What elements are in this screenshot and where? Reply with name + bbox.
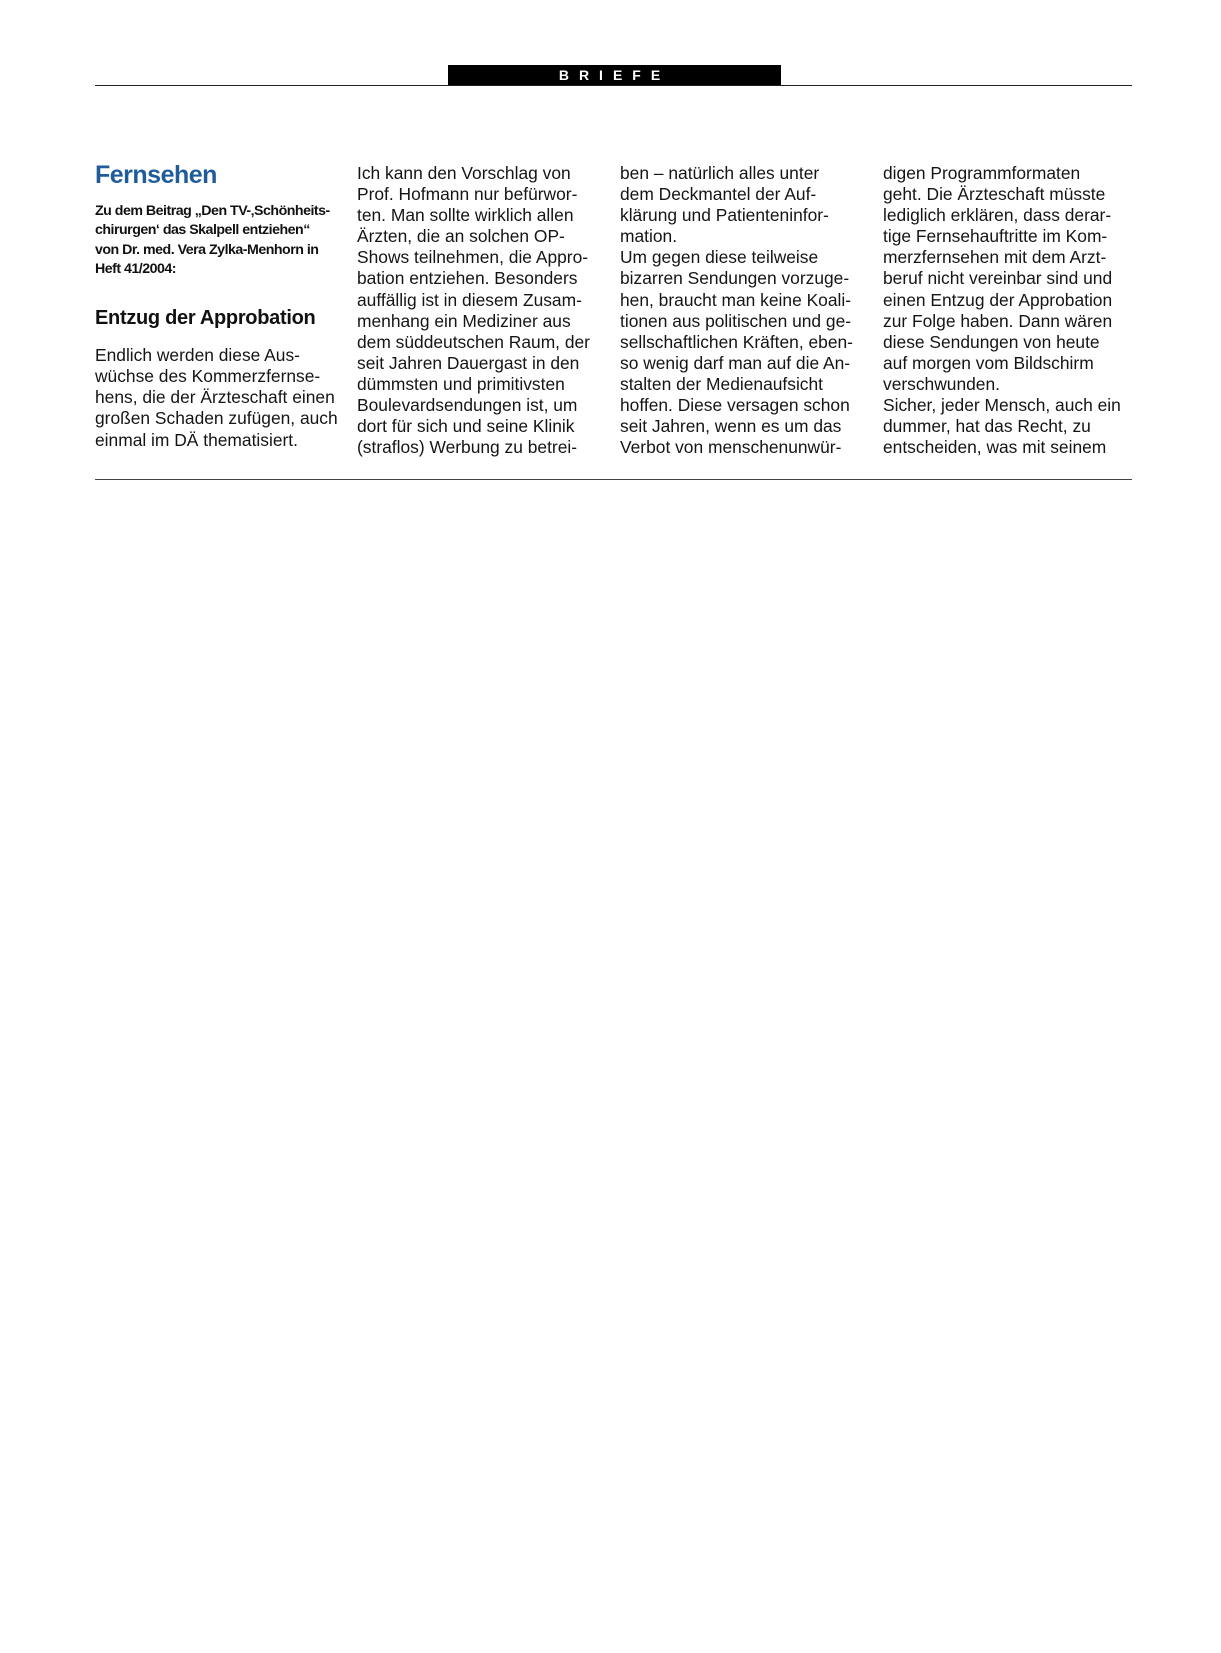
column-1 [95,160,347,451]
text-line: Boulevardsendungen ist, um [357,395,578,416]
text-line: sellschaftlichen Kräften, eben- [620,331,853,352]
header-rule [95,85,1132,86]
footer-rule [95,479,1132,480]
text-line: ten. Man sollte wirklich allen [357,205,574,226]
text-line: dem süddeutschen Raum, der [357,331,590,352]
text-line: entscheiden, was mit seinem [883,437,1107,458]
intro-line: Heft 41/2004: [95,260,177,277]
text-line: auffällig ist in diesem Zusam- [357,289,582,310]
text-line: hens, die der Ärzteschaft einen [95,387,335,408]
text-line: bation entziehen. Besonders [357,268,578,289]
text-line: tionen aus politischen und ge- [620,310,852,331]
text-line: Prof. Hofmann nur befürwor- [357,184,578,205]
text-line: Endlich werden diese Aus- [95,345,300,366]
letter-title: Entzug der Approbation [95,307,316,330]
text-line: bizarren Sendungen vorzuge- [620,268,850,289]
column-2 [357,163,609,458]
intro-line: Zu dem Beitrag „Den TV-‚Schönheits- [95,203,330,219]
text-line: einmal im DÄ thematisiert. [95,429,298,450]
text-line: merzfernsehen mit dem Arzt- [883,247,1107,268]
section-label: BRIEFE [448,65,781,85]
text-line: geht. Die Ärzteschaft müsste [883,184,1106,205]
text-line: hen, braucht man keine Koali- [620,289,852,310]
topic-title: Fernsehen [95,161,217,189]
text-line: diese Sendungen von heute [883,331,1100,352]
text-line: tige Fernsehauftritte im Kom- [883,226,1108,247]
text-line: wüchse des Kommerzfernse- [95,366,321,387]
text-line: dümmsten und primitivsten [357,373,565,394]
text-line: stalten der Medienaufsicht [620,373,824,394]
text-line: einen Entzug der Approbation [883,289,1113,310]
text-line: menhang ein Mediziner aus [357,310,571,331]
text-line: Um gegen diese teilweise [620,247,819,268]
text-line: mation. [620,226,678,247]
intro-line: chirurgen‘ das Skalpell entziehen“ [95,222,310,239]
text-line: Shows teilnehmen, die Appro- [357,247,589,268]
intro-line: von Dr. med. Vera Zylka-Menhorn in [95,241,319,258]
text-line: verschwunden. [883,373,1000,394]
text-line: klärung und Patienteninfor- [620,205,829,226]
text-line: Ärzten, die an solchen OP- [357,226,565,247]
text-line: auf morgen vom Bildschirm [883,352,1094,373]
text-line: (straflos) Werbung zu betrei- [357,437,578,458]
text-line: beruf nicht vereinbar sind und [883,268,1113,289]
intro-reference [95,202,347,279]
text-line: digen Programmformaten [883,163,1081,183]
text-line: zur Folge haben. Dann wären [883,310,1113,331]
column-4 [883,163,1135,458]
text-line: seit Jahren, wenn es um das [620,416,842,437]
text-line: Sicher, jeder Mensch, auch ein [883,395,1121,416]
text-line: großen Schaden zufügen, auch [95,408,338,429]
text-line: Verbot von menschenunwür- [620,437,842,458]
column-3 [620,163,872,458]
body-text [95,345,347,450]
text-line: ben – natürlich alles unter [620,163,820,183]
text-line: dummer, hat das Recht, zu [883,416,1091,437]
text-line: so wenig darf man auf die An- [620,352,851,373]
text-line: dort für sich und seine Klinik [357,416,575,437]
text-line: hoffen. Diese versagen schon [620,395,850,416]
text-line: dem Deckmantel der Auf- [620,184,817,205]
text-line: Ich kann den Vorschlag von [357,163,571,183]
text-line: lediglich erklären, dass derar- [883,205,1112,226]
text-line: seit Jahren Dauergast in den [357,352,580,373]
